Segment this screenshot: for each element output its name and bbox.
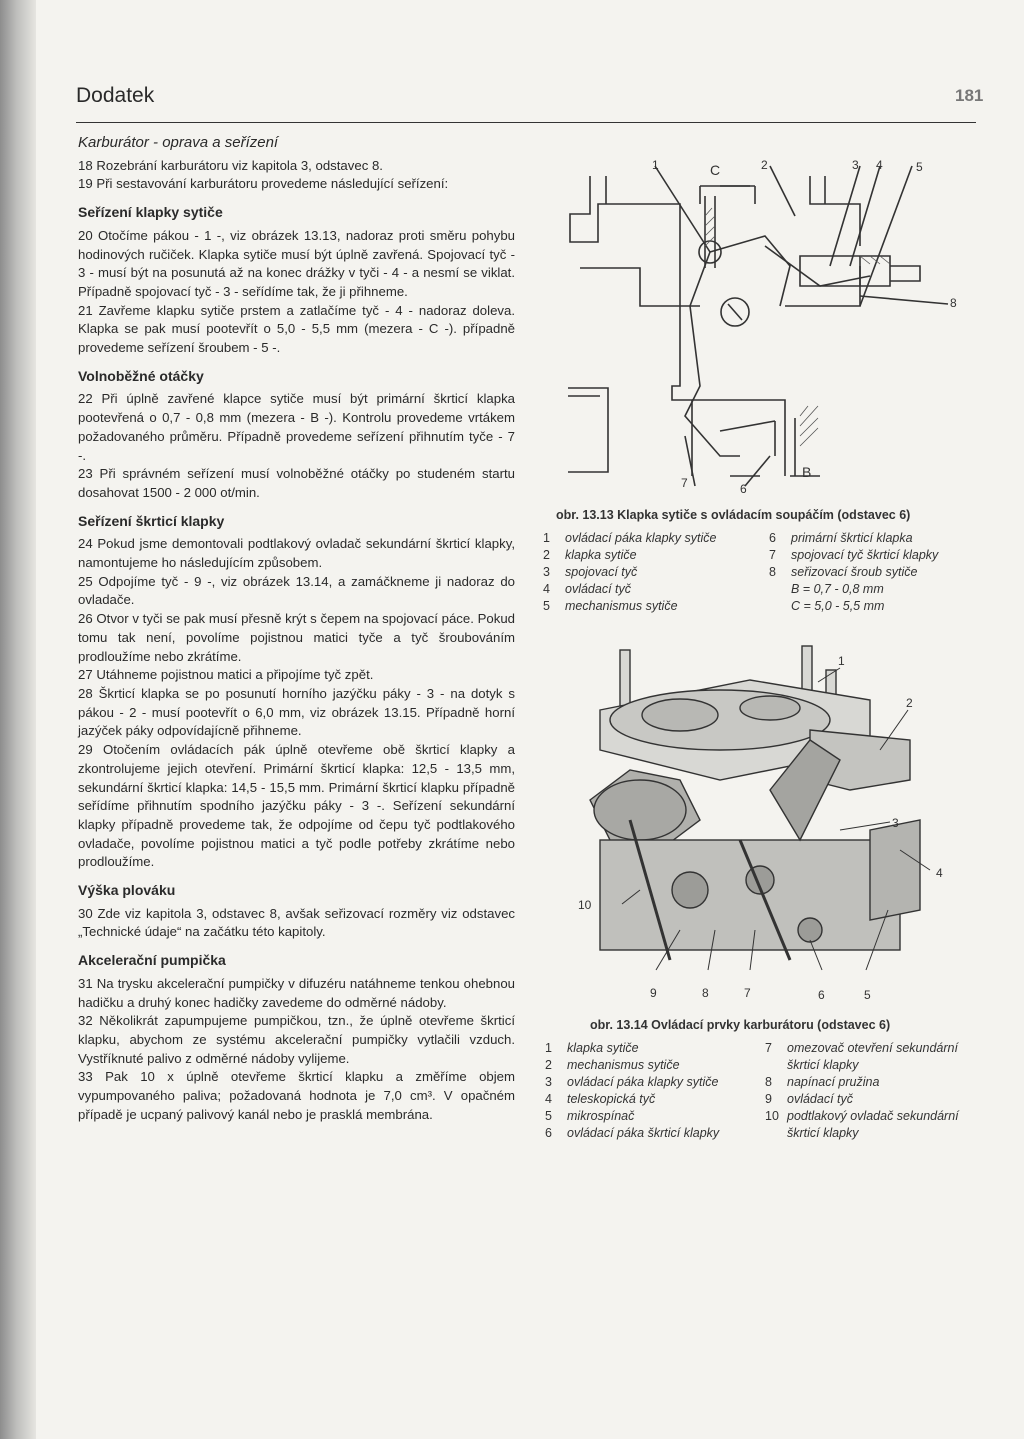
legend-column-right bbox=[765, 1040, 980, 1142]
section-title: Karburátor - oprava a seřízení bbox=[78, 134, 279, 151]
callout-4: 4 bbox=[936, 866, 943, 880]
callout-7: 7 bbox=[681, 476, 688, 490]
paragraph: 23 Při správném seřízení musí volnoběžné otáčky po studeném startu dosahovat 1500 - 2 000 ot/min. bbox=[78, 466, 515, 500]
paragraph: 19 Při sestavování karburátoru provedeme následující seřízení: bbox=[78, 176, 449, 192]
callout-3: 3 bbox=[852, 158, 859, 172]
legend-item: 5 mikrospínač bbox=[545, 1109, 635, 1123]
legend-item: 4 teleskopická tyč bbox=[545, 1092, 656, 1106]
callout-8: 8 bbox=[702, 986, 709, 1000]
legend-item: 2 mechanismus sytiče bbox=[545, 1058, 680, 1072]
callout-1: 1 bbox=[838, 654, 845, 668]
paragraph: 26 Otvor v tyči se pak musí přesně krýt s čepem na spojovací páce. Pokud tomu tak není, povolíme pojistnou matici tyče a tyč šroubováním prodloužíme nebo zkrátíme. bbox=[78, 611, 515, 664]
legend-item: C = 5,0 - 5,5 mm bbox=[791, 599, 885, 613]
paragraph: 21 Zavřeme klapku sytiče prstem a zatlačíme tyč - 4 - nadoraz doleva. Klapka se pak musí pootevřít o 5,0 - 5,5 mm (mezera - C -). případně provedeme seřízení šroubem - 5 -. bbox=[78, 302, 515, 356]
legend-item: 3 spojovací tyč bbox=[543, 565, 638, 579]
figure-13-13-legend bbox=[543, 530, 973, 620]
choke-mechanism-drawing bbox=[560, 156, 970, 502]
legend-item: 9 ovládací tyč bbox=[765, 1092, 854, 1106]
legend-item: B = 0,7 - 0,8 mm bbox=[791, 582, 884, 596]
figure-13-14-caption: obr. 13.14 Ovládací prvky karburátoru (odstavec 6) bbox=[590, 1018, 891, 1032]
callout-1: 1 bbox=[652, 158, 659, 172]
callout-4: 4 bbox=[876, 158, 883, 172]
legend-item: 6 ovládací páka škrticí klapky bbox=[545, 1126, 720, 1140]
page-number: 181 bbox=[955, 86, 984, 105]
paragraph: 33 Pak 10 x úplně otevřeme škrticí klapku a změříme objem vypumpovaného paliva; požadovaná hodnota je 7,0 cm³. V opačném případě je ucpaný palivový kanál nebo je prasklá membrána. bbox=[78, 1069, 515, 1122]
callout-c: C bbox=[710, 162, 721, 178]
legend-item: 7 omezovač otevření sekundární bbox=[765, 1041, 958, 1055]
paragraph: 29 Otočením ovládacích pák úplně otevřeme obě škrticí klapky a zkontrolujeme jejich otevření. Primární škrticí klapka: 12,5 - 13,5 mm, sekundární škrticí klapka: 14,5 - 15,5 mm. Primární škrticí klapku případně seřídíme přihnutím spodního jazýčku páky - 3 -. Seřízení sekundární klapky případně provedeme tak, že odpojíme od čepu tyč podtlakového ovladače, povolíme pojistnou matici a tyč podle potřeby zkrátíme nebo prodloužíme. bbox=[78, 742, 515, 870]
legend-column-left bbox=[543, 530, 753, 615]
callout-2: 2 bbox=[761, 158, 768, 172]
figure-13-13-choke-diagram bbox=[560, 156, 970, 502]
header-rule bbox=[76, 122, 976, 123]
subheading: Výška plováku bbox=[78, 882, 176, 899]
subheading: Seřízení klapky sytiče bbox=[78, 204, 223, 221]
callout-7: 7 bbox=[744, 986, 751, 1000]
legend-item: škrticí klapky bbox=[787, 1058, 859, 1072]
paragraph: 22 Při úplně zavřené klapce sytiče musí být primární škrticí klapka pootevřená o 0,7 - 0,8 mm (mezera - B -). Kontrolu provedeme vrtákem požadovaného průměru. Případně provedeme seřízení přihnutím tyče - 7 -. bbox=[78, 391, 515, 463]
figure-13-13-caption: obr. 13.13 Klapka sytiče s ovládacím soupáčím (odstavec 6) bbox=[556, 508, 911, 522]
paragraph: 30 Zde viz kapitola 3, odstavec 8, avšak seřizovací rozměry viz odstavec „Technické údaje“ na začátku této kapitoly. bbox=[78, 905, 515, 940]
legend-item: 7 spojovací tyč škrticí klapky bbox=[769, 548, 939, 562]
subheading: Seřízení škrticí klapky bbox=[78, 512, 225, 529]
paragraph: 24 Pokud jsme demontovali podtlakový ovladač sekundární škrticí klapky, namontujeme ho následujícím způsobem. bbox=[78, 536, 515, 571]
subheading: Akcelerační pumpička bbox=[78, 952, 226, 969]
paragraph: 25 Odpojíme tyč - 9 -, viz obrázek 13.14, a zamáčkneme ji nadoraz do ovladače. bbox=[78, 573, 515, 608]
callout-5: 5 bbox=[916, 160, 923, 174]
legend-item: 1 ovládací páka klapky sytiče bbox=[543, 531, 717, 545]
figure-13-14-carburetor-photo bbox=[570, 640, 970, 1010]
legend-item: škrticí klapky bbox=[787, 1126, 859, 1140]
legend-column-left bbox=[545, 1040, 755, 1142]
legend-item: 2 klapka sytiče bbox=[543, 548, 637, 562]
legend-item: 4 ovládací tyč bbox=[543, 582, 632, 596]
paragraph: 20 Otočíme pákou - 1 -, viz obrázek 13.13, nadoraz proti směru pohybu hodinových ručiček. Klapka sytiče musí být úplně zavřená. Spojovací tyč - 3 - musí být na posunutá až na konec drážky v tyči - 4 - a nesmí se viklat. Případně spojovací tyč - 3 - seřídíme tak, že ji přihneme. bbox=[78, 227, 515, 299]
callout-3: 3 bbox=[892, 816, 899, 830]
callout-2: 2 bbox=[906, 696, 913, 710]
callout-5: 5 bbox=[864, 988, 871, 1002]
callout-6: 6 bbox=[818, 988, 825, 1002]
legend-item: 6 primární škrticí klapka bbox=[769, 531, 913, 545]
page-binding-shadow bbox=[0, 0, 36, 1439]
callout-6: 6 bbox=[740, 482, 747, 496]
paragraph: 18 Rozebrání karburátoru viz kapitola 3, odstavec 8. bbox=[78, 157, 383, 173]
paragraph: 27 Utáhneme pojistnou matici a připojíme tyč zpět. bbox=[78, 667, 374, 683]
callout-b: B bbox=[802, 464, 812, 480]
callout-8: 8 bbox=[950, 296, 957, 310]
legend-item: 1 klapka sytiče bbox=[545, 1041, 639, 1055]
subheading: Volnoběžné otáčky bbox=[78, 367, 204, 384]
figure-13-14-legend bbox=[545, 1040, 975, 1150]
paragraph: 32 Několikrát zapumpujeme pumpičkou, tzn., že úplně otevřeme škrticí klapku, abychom ze systému akcelerační pumpičky vytlačili vzduch. Vystříknuté palivo z odměrné nádoby vylijeme. bbox=[78, 1013, 515, 1066]
legend-item: 8 napínací pružina bbox=[765, 1075, 880, 1089]
callout-9: 9 bbox=[650, 986, 657, 1000]
paragraph: 28 Škrticí klapka se po posunutí horního jazýčku páky - 3 - na dotyk s pákou - 2 - musí pootevřít o 6,0 mm, viz obrázek 13.15. Případně horní jazýček páky odpovídajícně přihneme. bbox=[78, 685, 515, 739]
text-column bbox=[78, 134, 515, 1124]
legend-item: 8 seřizovací šroub sytiče bbox=[769, 565, 918, 579]
legend-item: 3 ovládací páka klapky sytiče bbox=[545, 1075, 719, 1089]
legend-item: 5 mechanismus sytiče bbox=[543, 599, 678, 613]
legend-column-right bbox=[769, 530, 979, 615]
paragraph: 31 Na trysku akcelerační pumpičky v difuzéru natáhneme tenkou ohebnou hadičku a druhý konec hadičky zavedeme do odměrné nádoby. bbox=[78, 975, 515, 1010]
callout-10: 10 bbox=[578, 898, 592, 912]
page-header-title: Dodatek bbox=[76, 84, 155, 107]
legend-item: 10 podtlakový ovladač sekundární bbox=[765, 1109, 959, 1123]
